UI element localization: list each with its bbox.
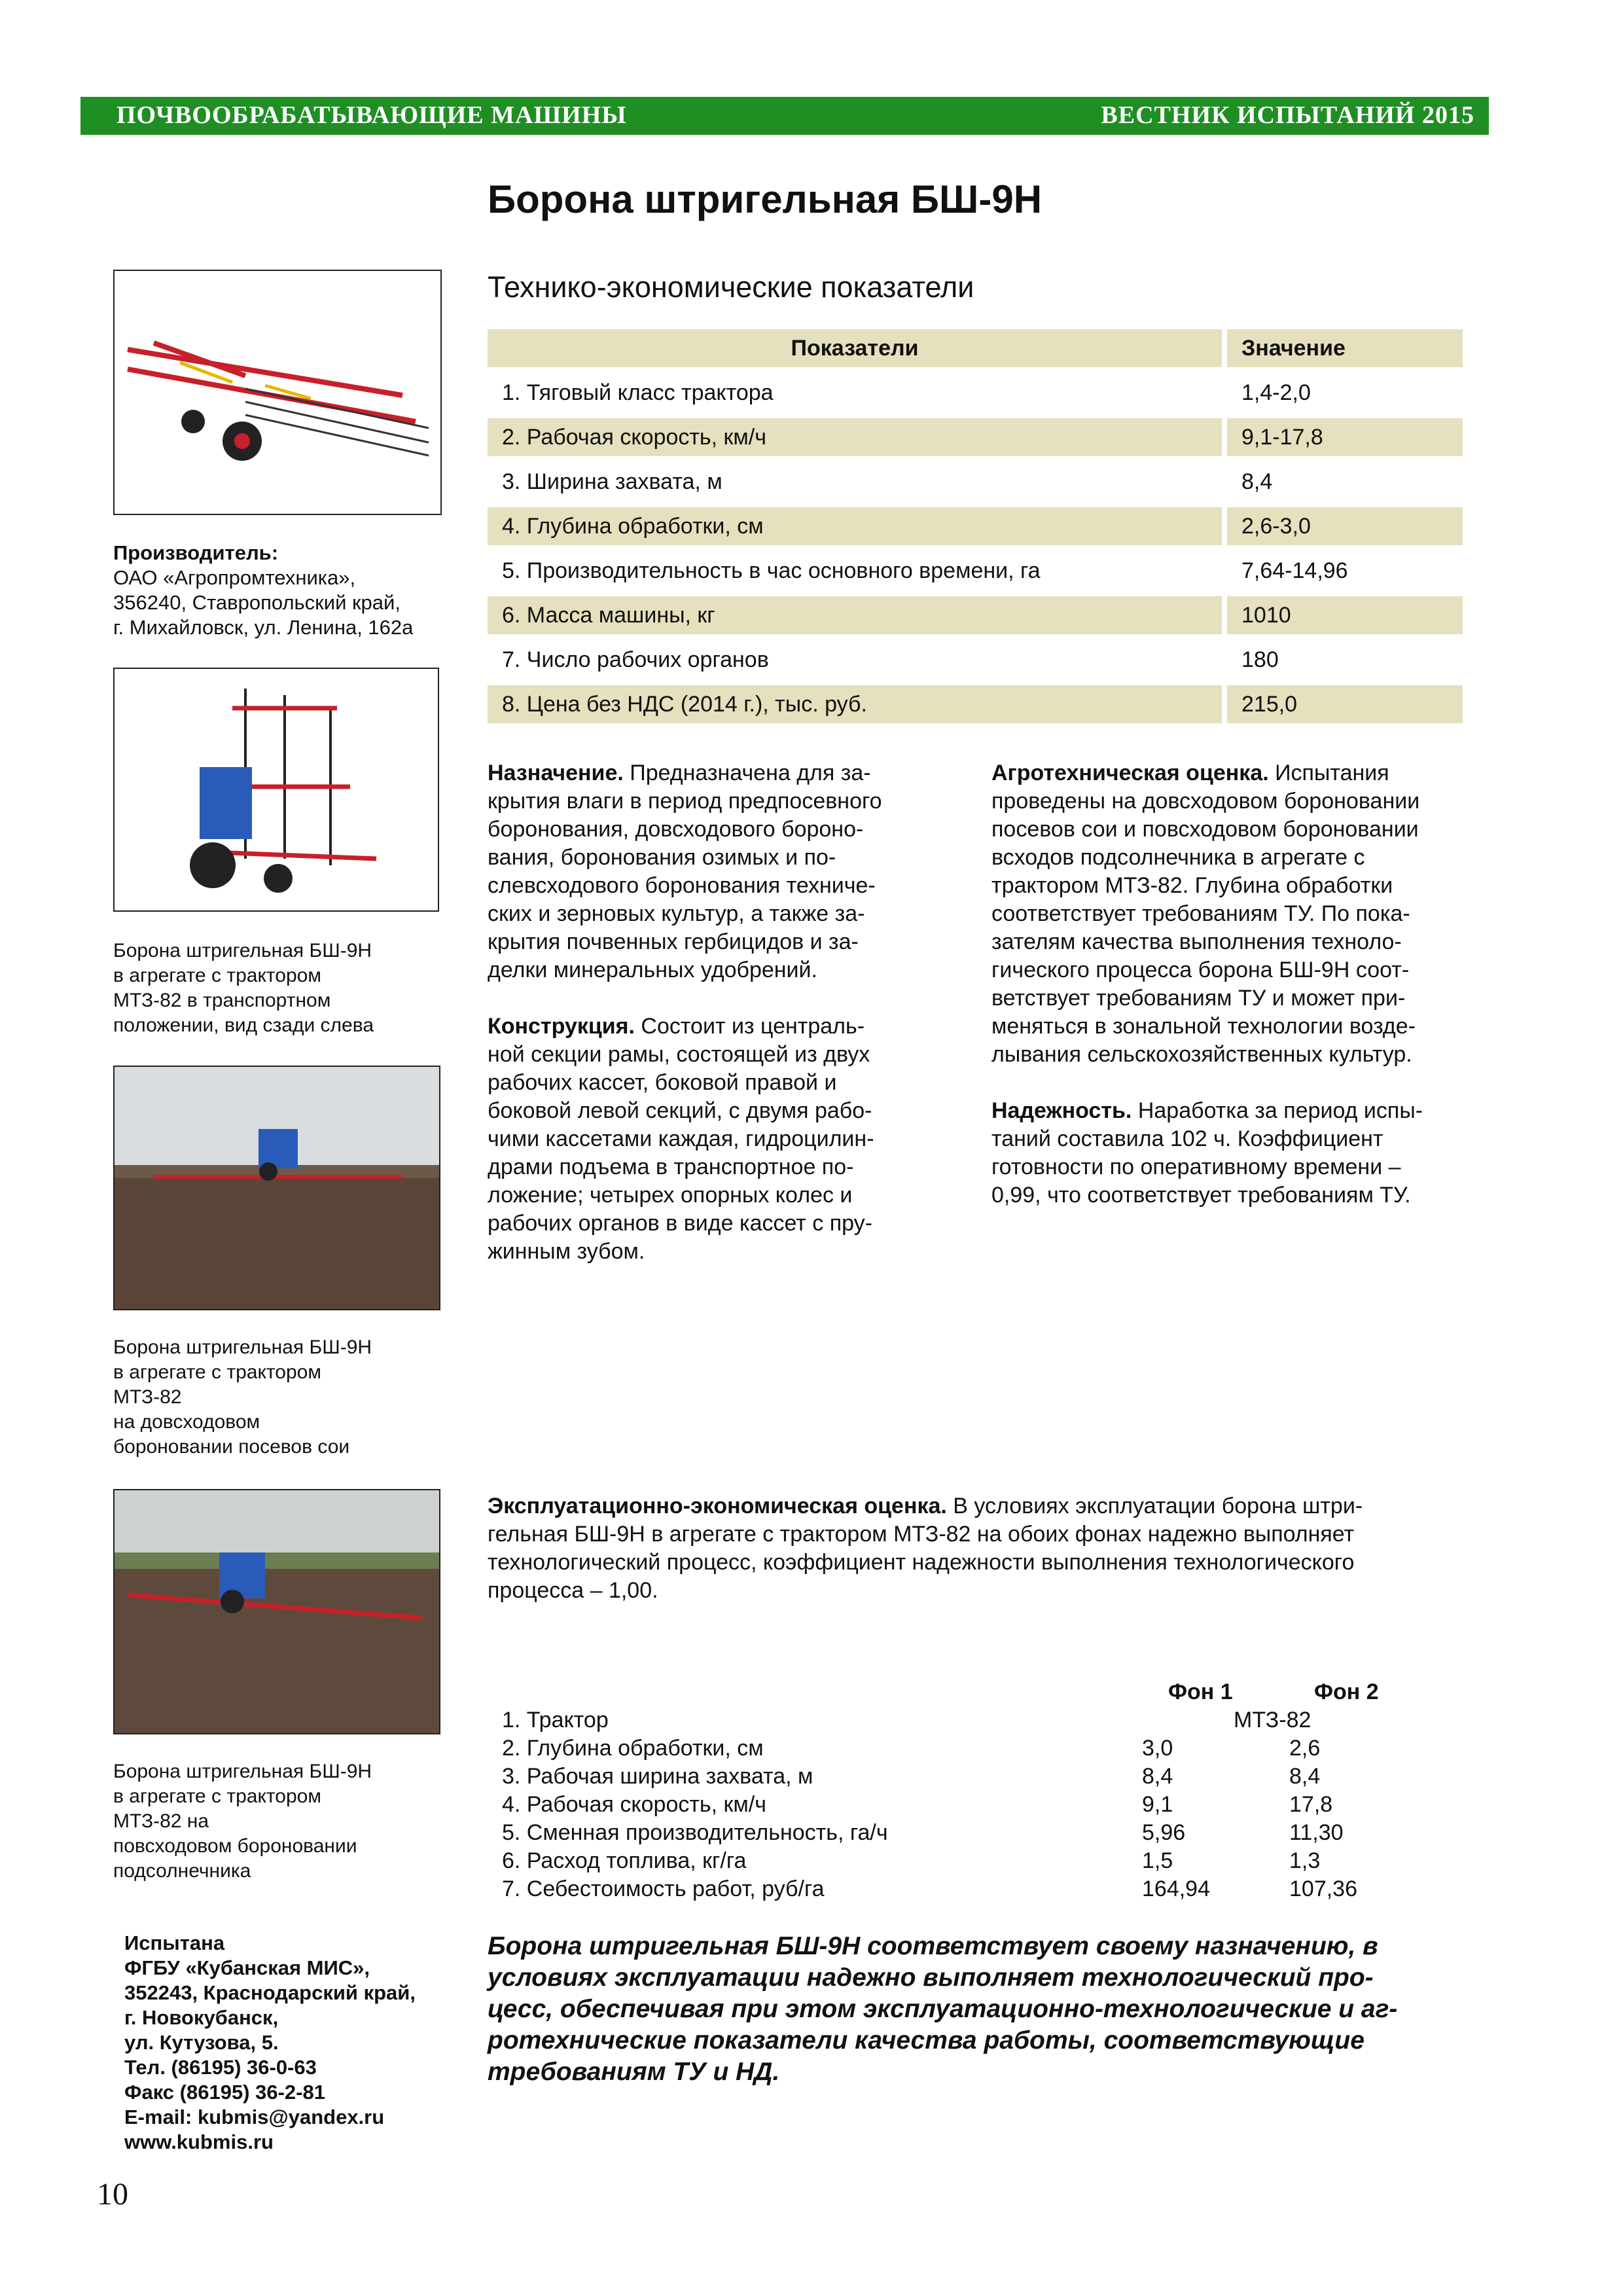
- construction-paragraph: [488, 1013, 929, 1266]
- row-name: 4. Рабочая скорость, км/ч: [502, 1792, 766, 1817]
- table-row: [488, 552, 1463, 590]
- tested-line: г. Новокубанск,: [124, 2006, 279, 2029]
- table-row: [488, 685, 1463, 723]
- manufacturer-line: г. Михайловск, ул. Ленина, 162а: [113, 616, 414, 639]
- row-name: 2. Рабочая скорость, км/ч: [488, 418, 1222, 456]
- text-line: соответствует требованиям ТУ. По пока-: [991, 901, 1410, 926]
- caption-sunflower: [113, 1759, 372, 1884]
- purpose-paragraph: [488, 759, 929, 984]
- text-line: боковой левой секций, с двумя рабо-: [488, 1098, 872, 1123]
- text-line: всходов подсолнечника в агрегате с: [991, 845, 1365, 870]
- text-line: процесса – 1,00.: [488, 1578, 658, 1603]
- row-value: 1010: [1227, 596, 1463, 634]
- operational-label: Эксплуатационно-экономическая оценка.: [488, 1494, 947, 1518]
- row-value: 215,0: [1227, 685, 1463, 723]
- agrotechnical-paragraph: [991, 759, 1476, 1069]
- section-title: ПОЧВООБРАБАТЫВАЮЩИЕ МАШИНЫ: [116, 101, 627, 129]
- col-header-name: Показатели: [488, 329, 1222, 367]
- row-name: 4. Глубина обработки, см: [488, 507, 1222, 545]
- reliability-label: Надежность.: [991, 1098, 1132, 1123]
- caption-line: в агрегате с трактором: [113, 965, 321, 986]
- tested-line: ул. Кутузова, 5.: [124, 2031, 279, 2054]
- tested-line: Тел. (86195) 36-0-63: [124, 2056, 317, 2079]
- caption-line: Борона штригельная БШ-9Н: [113, 1336, 372, 1358]
- conclusion-line: ротехнические показатели качества работы, соответствующие: [488, 2026, 1364, 2054]
- row-name: 8. Цена без НДС (2014 г.), тыс. руб.: [488, 685, 1222, 723]
- table-row: [488, 1820, 1404, 1848]
- photo-sunflower-harrowing: [113, 1489, 440, 1734]
- table-row: [488, 1736, 1404, 1764]
- caption-line: подсолнечника: [113, 1860, 251, 1882]
- row-name: 5. Сменная производительность, га/ч: [502, 1820, 888, 1845]
- harrow-illustration: [115, 271, 440, 514]
- row-name: 6. Расход топлива, кг/га: [502, 1848, 747, 1873]
- col-header-value: Значение: [1227, 329, 1463, 367]
- text-line: готовности по оперативному времени –: [991, 1155, 1401, 1179]
- text-line: В условиях эксплуатации борона штри-: [946, 1494, 1363, 1518]
- row-value-fon1: 5,96: [1142, 1820, 1186, 1845]
- row-value-fon2: 11,30: [1289, 1820, 1344, 1845]
- tested-by-block: [124, 1931, 416, 2155]
- row-value: 8,4: [1241, 469, 1273, 494]
- row-value-fon1: 1,5: [1142, 1848, 1173, 1873]
- caption-line: МТЗ-82 на: [113, 1810, 209, 1832]
- caption-line: бороновании посевов сои: [113, 1436, 350, 1458]
- row-name: 7. Число рабочих органов: [502, 647, 769, 672]
- caption-line: повсходовом бороновании: [113, 1835, 357, 1857]
- row-value-fon2: 1,3: [1289, 1848, 1321, 1873]
- field-scene-sunflower: [115, 1490, 439, 1733]
- table-row: [488, 1848, 1404, 1876]
- row-value-fon2: 8,4: [1289, 1764, 1321, 1789]
- manufacturer-line: ОАО «Агропромтехника»,: [113, 566, 356, 589]
- row-name: 5. Производительность в час основного времени, га: [502, 558, 1041, 583]
- caption-line: положении, вид сзади слева: [113, 1014, 374, 1036]
- table-row: [488, 1792, 1404, 1820]
- operational-paragraph: [488, 1492, 1476, 1605]
- row-value-fon1: 164,94: [1142, 1876, 1210, 1901]
- text-line: вания, боронования озимых и по-: [488, 845, 836, 870]
- photo-transport-position: [113, 668, 439, 912]
- table-row: [488, 1764, 1404, 1792]
- text-line: делки минеральных удобрений.: [488, 958, 817, 982]
- agro-label: Агротехническая оценка.: [991, 761, 1269, 785]
- email-link[interactable]: E-mail: kubmis@yandex.ru: [124, 2106, 385, 2128]
- row-value-fon2: 107,36: [1289, 1876, 1357, 1901]
- tested-line: ФГБУ «Кубанская МИС»,: [124, 1956, 370, 1979]
- caption-line: в агрегате с трактором: [113, 1785, 321, 1807]
- indicators-title: Технико-экономические показатели: [488, 270, 974, 304]
- text-line: трактором МТЗ-82. Глубина обработки: [991, 873, 1393, 898]
- header-bar: [80, 97, 1489, 135]
- field-scene-soy: [115, 1067, 439, 1309]
- conclusion: [488, 1931, 1476, 2088]
- manufacturer-line: 356240, Ставропольский край,: [113, 591, 401, 614]
- text-line: лывания сельскохозяйственных культур.: [991, 1042, 1412, 1067]
- text-line: 0,99, что соответствует требованиям ТУ.: [991, 1183, 1411, 1208]
- text-line: ной секции рамы, состоящей из двух: [488, 1042, 870, 1067]
- text-line: боронования, довсходового бороно-: [488, 817, 864, 842]
- journal-title: ВЕСТНИК ИСПЫТАНИЙ 2015: [1101, 101, 1474, 129]
- table-row: [488, 374, 1463, 412]
- caption-line: Борона штригельная БШ-9Н: [113, 1761, 372, 1782]
- row-name: 3. Ширина захвата, м: [502, 469, 722, 494]
- row-value: 7,64-14,96: [1241, 558, 1348, 583]
- photo-harrow: [113, 270, 442, 515]
- row-value-fon2: 2,6: [1289, 1736, 1321, 1761]
- table-row: [488, 1708, 1404, 1736]
- table-row: [488, 418, 1463, 456]
- text-line: таний составила 102 ч. Коэффициент: [991, 1126, 1383, 1151]
- photo-soy-harrowing: [113, 1066, 440, 1310]
- conclusion-line: условиях эксплуатации надежно выполняет технологический про-: [488, 1964, 1374, 1992]
- conclusion-line: требованиям ТУ и НД.: [488, 2058, 780, 2086]
- caption-line: на довсходовом: [113, 1411, 260, 1433]
- text-line: зателям качества выполнения техноло-: [991, 929, 1402, 954]
- table-row: [488, 507, 1463, 545]
- text-line: Состоит из централь-: [634, 1014, 865, 1039]
- text-line: технологический процесс, коэффициент надежности выполнения технологического: [488, 1550, 1355, 1575]
- text-line: крытия почвенных гербицидов и за-: [488, 929, 859, 954]
- text-line: жинным зубом.: [488, 1239, 645, 1264]
- row-value-fon2: 17,8: [1289, 1792, 1333, 1817]
- table-row: [488, 596, 1463, 634]
- manufacturer-block: [113, 541, 413, 640]
- row-name: 1. Трактор: [502, 1708, 609, 1732]
- row-value: 180: [1241, 647, 1279, 672]
- construction-label: Конструкция.: [488, 1014, 635, 1039]
- table-header-row: [488, 329, 1463, 367]
- tested-line: Факс (86195) 36-2-81: [124, 2081, 325, 2104]
- row-value-fon1: 3,0: [1142, 1736, 1173, 1761]
- text-line: Предназначена для за-: [623, 761, 871, 785]
- text-line: крытия влаги в период предпосевного: [488, 789, 882, 814]
- text-line: рабочих органов в виде кассет с пру-: [488, 1211, 872, 1236]
- row-name: 1. Тяговый класс трактора: [502, 380, 774, 405]
- row-value: 9,1-17,8: [1227, 418, 1463, 456]
- tested-line: 352243, Краснодарский край,: [124, 1981, 416, 2004]
- caption-transport: [113, 939, 374, 1038]
- website-link[interactable]: www.kubmis.ru: [124, 2130, 274, 2153]
- text-line: проведены на довсходовом бороновании: [991, 789, 1420, 814]
- text-line: посевов сои и повсходовом бороновании: [991, 817, 1419, 842]
- conclusion-line: цесс, обеспечивая при этом эксплуатационно-технологические и аг-: [488, 1995, 1398, 2023]
- col-header-fon1: Фон 1: [1168, 1679, 1233, 1704]
- text-line: меняться в зональной технологии возде-: [991, 1014, 1416, 1039]
- row-name: 2. Глубина обработки, см: [502, 1736, 764, 1761]
- reliability-paragraph: [991, 1097, 1476, 1210]
- results-header-row: [488, 1679, 1404, 1708]
- page-title: Борона штригельная БШ-9Н: [488, 177, 1043, 221]
- conclusion-line: Борона штригельная БШ-9Н соответствует своему назначению, в: [488, 1932, 1378, 1960]
- text-line: слевсходового боронования техниче-: [488, 873, 876, 898]
- caption-line: МТЗ-82: [113, 1386, 182, 1408]
- text-line: гельная БШ-9Н в агрегате с трактором МТЗ-82 на обоих фонах надежно выполняет: [488, 1522, 1355, 1547]
- row-name: 6. Масса машины, кг: [488, 596, 1222, 634]
- row-value-fon1: 8,4: [1142, 1764, 1173, 1789]
- text-line: ветствует требованиям ТУ и может при-: [991, 986, 1406, 1011]
- purpose-label: Назначение.: [488, 761, 624, 785]
- caption-line: МТЗ-82 в транспортном: [113, 990, 331, 1011]
- table-row: [488, 1876, 1404, 1905]
- text-line: Испытания: [1268, 761, 1389, 785]
- manufacturer-label: Производитель:: [113, 541, 279, 564]
- text-line: чими кассетами каждая, гидроцилин-: [488, 1126, 874, 1151]
- text-line: Наработка за период испы-: [1132, 1098, 1423, 1123]
- caption-line: в агрегате с трактором: [113, 1361, 321, 1383]
- text-line: драми подъема в транспортное по-: [488, 1155, 854, 1179]
- page-number: 10: [97, 2177, 128, 2212]
- tested-line: Испытана: [124, 1931, 225, 1954]
- caption-line: Борона штригельная БШ-9Н: [113, 940, 372, 961]
- text-line: гического процесса борона БШ-9Н соот-: [991, 958, 1410, 982]
- row-name: 3. Рабочая ширина захвата, м: [502, 1764, 813, 1789]
- table-row: [488, 463, 1463, 501]
- col-header-fon2: Фон 2: [1314, 1679, 1379, 1704]
- row-value: 2,6-3,0: [1227, 507, 1463, 545]
- row-value-fon1: 9,1: [1142, 1792, 1173, 1817]
- text-line: рабочих кассет, боковой правой и: [488, 1070, 837, 1095]
- text-line: ских и зерновых культур, а также за-: [488, 901, 865, 926]
- caption-soy: [113, 1335, 372, 1460]
- table-row: [488, 641, 1463, 679]
- text-line: ложение; четырех опорных колес и: [488, 1183, 853, 1208]
- row-value-both: МТЗ-82: [1234, 1708, 1311, 1732]
- tractor-transport-illustration: [115, 669, 438, 910]
- row-value: 1,4-2,0: [1241, 380, 1311, 405]
- row-name: 7. Себестоимость работ, руб/га: [502, 1876, 825, 1901]
